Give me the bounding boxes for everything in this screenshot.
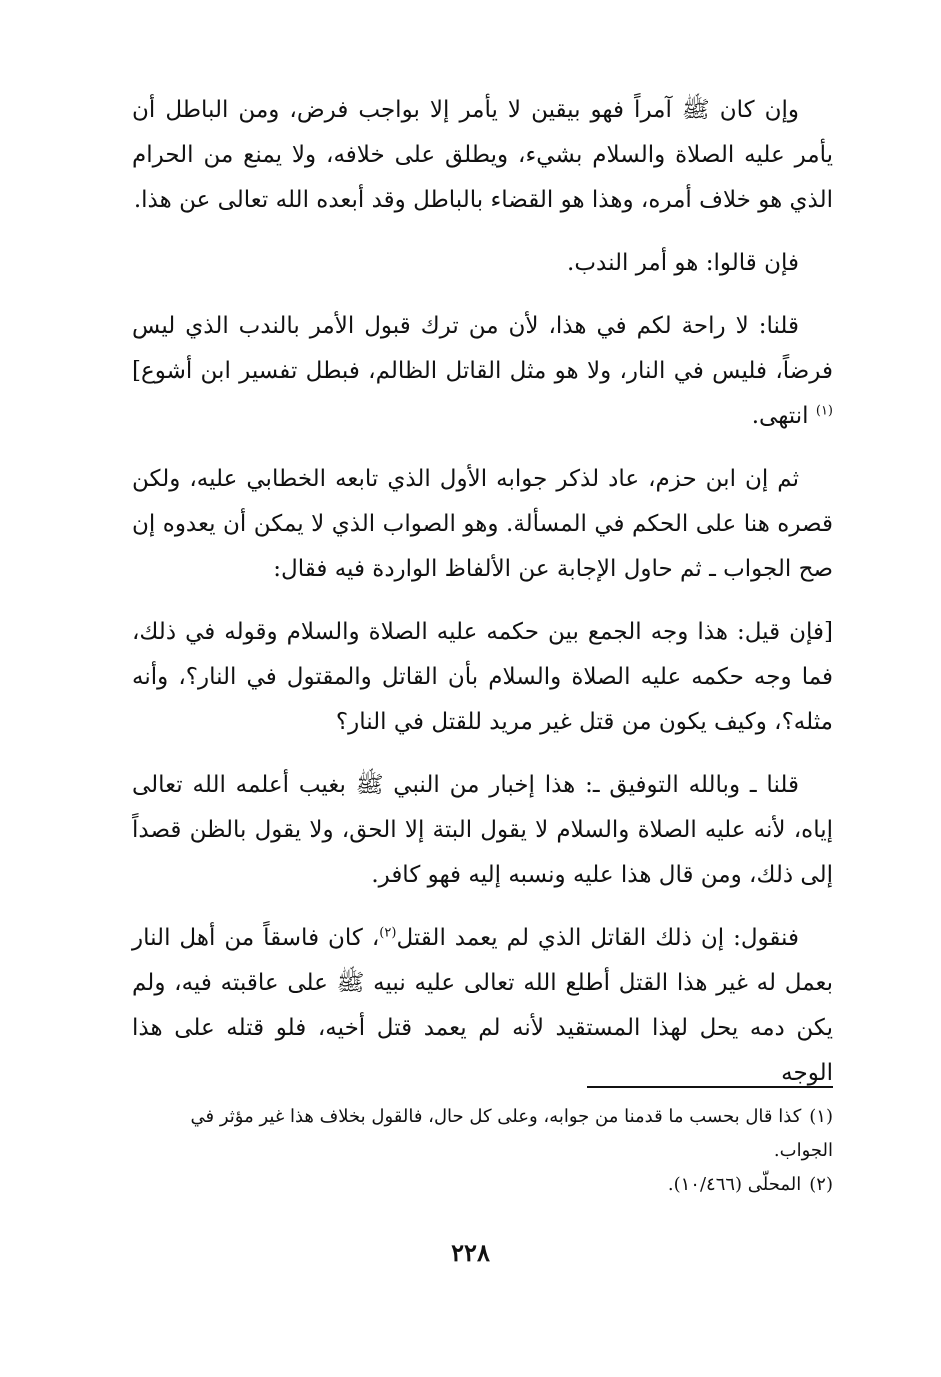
paragraph-7-cont: ، كان فاسقاً من أهل النار بعمل له غير هذا القتل أطلع الله تعالى عليه نبيه ﷺ على عاقبته فيه، ولم يكن دمه يحل لهذا المستقيد لأنه لم يعمد قتل أخيه، فلو قتله على هذا الوجه (132, 925, 833, 1086)
paragraph-4: ثم إن ابن حزم، عاد لذكر جوابه الأول الذي تابعه الخطابي عليه، ولكن قصره هنا على الحكم في المسألة. وهو الصواب الذي لا يمكن أن يعدوه إن صح الجواب ـ ثم حاول الإجابة عن الألفاظ الواردة فيه فقال: (132, 466, 833, 582)
footnotes (132, 1100, 833, 1202)
footnote-1 (132, 1100, 833, 1168)
paragraph-3 (132, 304, 833, 439)
footnote-marker-1: (١) (815, 403, 833, 419)
paragraph-2: فإن قالوا: هو أمر الندب. (567, 250, 799, 276)
paragraph-3-text: قلنا: لا راحة لكم في هذا، لأن من ترك قبول الأمر بالندب الذي ليس فرضاً، فليس في النار، ولا هو مثل القاتل الظالم، فبطل تفسير ابن أشوع] (132, 313, 833, 384)
paragraph-1: وإن كان ﷺ آمراً فهو بيقين لا يأمر إلا بواجب فرض، ومن الباطل أن يأمر عليه الصلاة والسلام بشيء، ويطلق على خلافه، ولا يمنع من الحرام الذي هو خلاف أمره، وهذا هو القضاء بالباطل وقد أبعده الله تعالى عن هذا. (132, 97, 833, 213)
paragraph-6: قلنا ـ وبالله التوفيق ـ: هذا إخبار من النبي ﷺ بغيب أعلمه الله تعالى إياه، لأنه عليه الصلاة والسلام لا يقول البتة إلا الحق، ولا يقول بالظن قصداً إلى ذلك، ومن قال هذا عليه ونسبه إليه فهو كافر. (132, 772, 833, 888)
footnote-divider (587, 1086, 833, 1088)
paragraph-3-end: انتهى. (751, 403, 816, 429)
footnote-marker-2: (٢) (379, 925, 397, 941)
footnote-1-number: (١) (809, 1106, 833, 1127)
paragraph-7-text: فنقول: إن ذلك القاتل الذي لم يعمد القتل (396, 925, 799, 951)
footnote-2-number: (٢) (809, 1174, 833, 1195)
footnote-2 (132, 1168, 833, 1202)
paragraph-7 (132, 916, 833, 1096)
footnote-2-text: المحلّى (١٠/٤٦٦). (667, 1174, 802, 1195)
footnote-1-text: كذا قال بحسب ما قدمنا من جوابه، وعلى كل حال، فالقول بخلاف هذا غير مؤثر في الجواب. (190, 1106, 833, 1161)
page-number: ٢٢٨ (451, 1238, 490, 1267)
paragraph-5: [فإن قيل: هذا وجه الجمع بين حكمه عليه الصلاة والسلام وقوله في ذلك، فما وجه حكمه عليه الصلاة والسلام بأن القاتل والمقتول في النار؟، وأنه مثله؟، وكيف يكون من قتل غير مريد للقتل في النار؟ (132, 619, 833, 735)
